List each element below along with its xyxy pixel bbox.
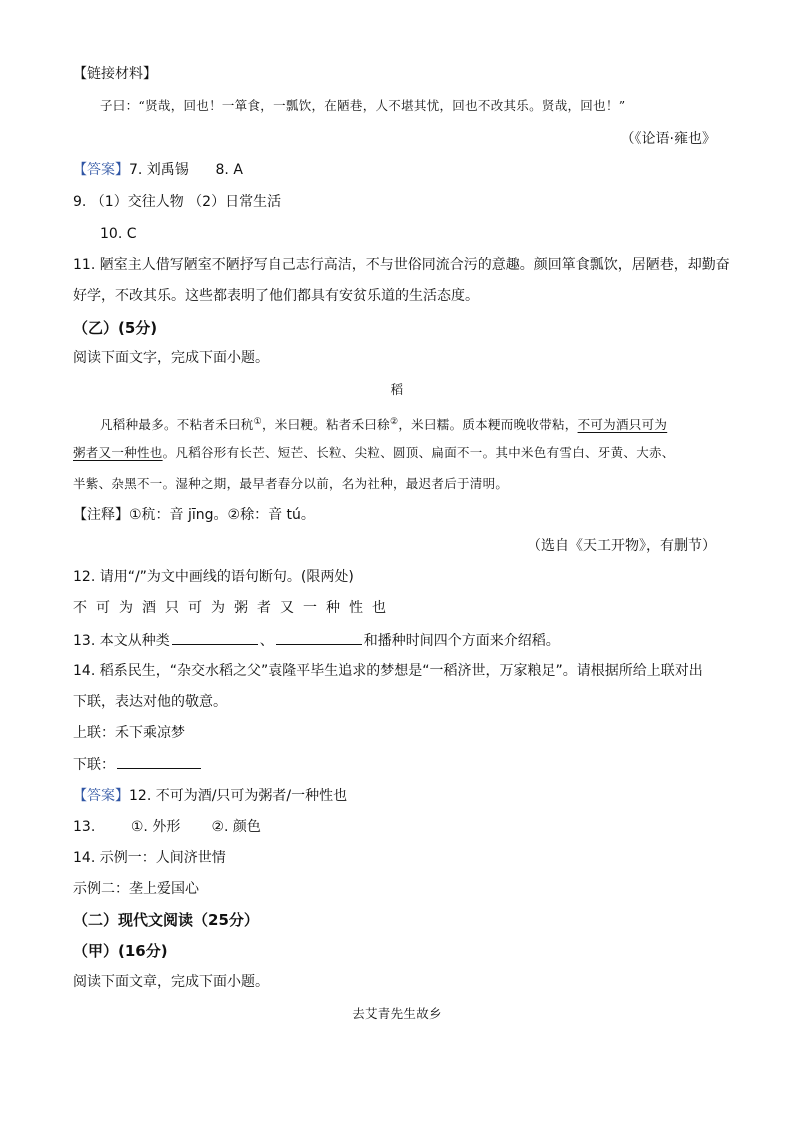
question-13-text: 13. 本文从种类 [73, 633, 170, 649]
answer-tag: 【答案】 [73, 162, 129, 178]
lower-couplet [73, 754, 203, 775]
answer-q12: 12. 不可为酒/只可为粥者/一种性也 [129, 788, 348, 804]
passage-line-2 [73, 443, 675, 463]
answer-tag: 【答案】 [73, 788, 129, 804]
answer-block-2 [73, 786, 347, 806]
answer-block-1 [73, 160, 243, 180]
passage-line-3: 半紫、杂黑不一。湿种之期，最早者春分以前，名为社种，最迟者后于清明。 [73, 476, 509, 491]
passage-text: 凡稻种最多。不粘者禾曰秔 [100, 417, 254, 433]
section-yi-heading: （乙）(5分) [73, 319, 158, 337]
link-material-quote: 子曰：“贤哉，回也！一箪食，一瓢饮，在陋巷，人不堪其忧，回也不改其乐。贤哉，回也！” [100, 98, 626, 113]
underlined-sentence-part2: 粥者又一种性也 [73, 445, 163, 460]
answer-q14-example1: 14. 示例一：人间济世情 [73, 850, 226, 866]
answer-q13: 13. ①. 外形 ②. 颜色 [73, 819, 261, 835]
question-12: 12. 请用“/”为文中画线的语句断句。(限两处) [73, 569, 354, 585]
note-mark-2: ② [390, 417, 399, 427]
answer-q11-line2: 好学，不改其乐。这些都表明了他们都具有安贫乐道的生活态度。 [73, 288, 479, 304]
passage-source: （选自《天工开物》，有删节） [527, 538, 716, 554]
answer-q10: 10. C [100, 226, 137, 242]
passage-text: ，米曰粳。粘者禾曰稌 [261, 417, 390, 433]
underlined-sentence-part1: 不可为酒只可为 [577, 417, 668, 433]
separator: 、 [259, 633, 274, 649]
article-title: 去艾青先生故乡 [352, 1006, 442, 1021]
link-material-source: （《论语·雍也》 [620, 131, 716, 147]
section-two-instruction: 阅读下面文章，完成下面小题。 [73, 974, 269, 990]
note-mark-1: ① [253, 417, 262, 427]
answer-q14-example2: 示例二：垄上爱国心 [73, 881, 199, 897]
answer-q9: 9. （1）交往人物 （2）日常生活 [73, 194, 282, 210]
blank-1 [172, 630, 258, 645]
question-12-text: 不可为酒只可为粥者又一种性也 [73, 600, 395, 616]
passage-text: ，米曰糯。质本粳而晚收带粘， [398, 417, 578, 433]
question-14-line2: 下联，表达对他的敬意。 [73, 694, 227, 710]
passage-title: 稻 [390, 382, 404, 397]
section-two-sub: （甲）(16分) [73, 942, 168, 960]
question-13-text: 和播种时间四个方面来介绍稻。 [363, 633, 560, 649]
section-yi-instruction: 阅读下面文字，完成下面小题。 [73, 350, 269, 366]
passage-note: 【注释】①秔：音 jīng。②稌：音 tú。 [73, 507, 315, 523]
answer-q11-line1: 11. 陋室主人借写陋室不陋抒写自己志行高洁，不与世俗同流合污的意趣。颜回箪食瓢饮，居陋巷，却勤奋 [73, 257, 730, 273]
section-two-heading: （二）现代文阅读（25分） [73, 911, 259, 929]
passage-text: 。凡稻谷形有长芒、短芒、长粒、尖粒、圆顶、扁面不一。其中米色有雪白、牙黄、大赤、 [162, 445, 675, 460]
link-material-heading: 【链接材料】 [73, 66, 157, 82]
lower-couplet-label: 下联： [73, 757, 115, 773]
question-13 [73, 630, 560, 651]
blank-2 [276, 630, 362, 645]
upper-couplet: 上联：禾下乘凉梦 [73, 725, 185, 741]
blank-3 [117, 754, 201, 769]
answer-q7-8: 7. 刘禹锡 8. A [129, 162, 243, 178]
question-14-line1: 14. 稻系民生，“杂交水稻之父”袁隆平毕生追求的梦想是“一稻济世，万家粮足”。请根据所给上联对出 [73, 663, 703, 679]
passage-line-1 [100, 412, 667, 435]
